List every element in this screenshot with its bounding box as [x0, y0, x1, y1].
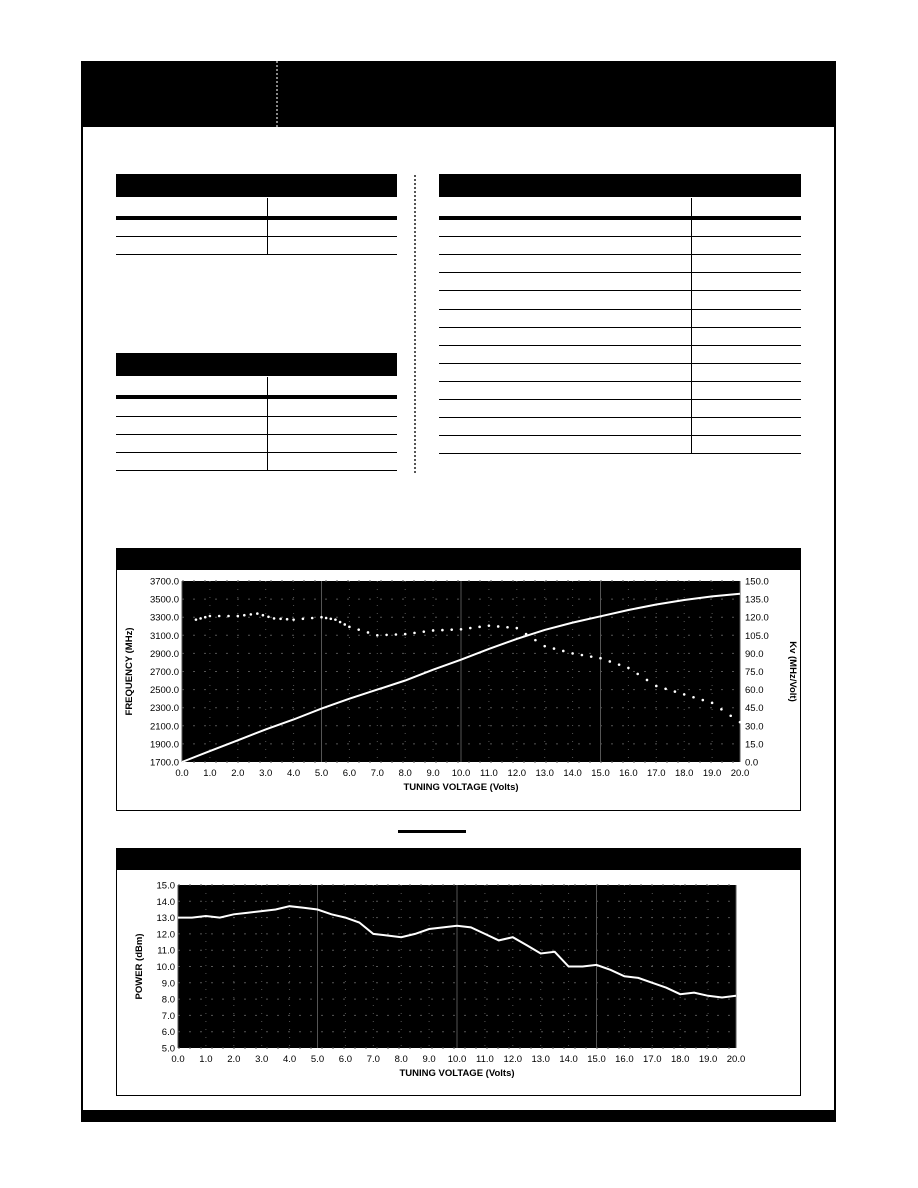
x-tick-label: 16.0 — [615, 1054, 634, 1065]
series-point — [209, 615, 212, 618]
series-point — [516, 627, 519, 630]
series-point — [478, 626, 481, 629]
series-point — [330, 618, 333, 621]
x-axis-label: TUNING VOLTAGE (Volts) — [399, 1068, 515, 1079]
x-tick-label: 12.0 — [503, 1054, 523, 1065]
x-tick-label: 19.0 — [702, 768, 722, 779]
x-tick-label: 20.0 — [726, 1054, 746, 1065]
series-point — [609, 660, 612, 663]
x-tick-label: 15.0 — [591, 768, 610, 779]
left-table-1-row-rule — [116, 236, 397, 237]
series-point — [395, 633, 398, 636]
left-table-2-row-rule — [116, 416, 397, 417]
y-tick-label: 7.0 — [161, 1010, 175, 1022]
series-point — [404, 633, 407, 636]
series-point — [646, 679, 649, 682]
x-tick-label: 13.0 — [531, 1054, 550, 1065]
series-point — [460, 628, 463, 631]
right-table-row-rule — [439, 417, 801, 418]
y-tick-label: 2900.0 — [149, 648, 179, 660]
x-tick-label: 18.0 — [670, 1054, 690, 1065]
y2-tick-label: 150.0 — [745, 576, 769, 588]
series-point — [571, 652, 574, 655]
left-table-2-column-divider — [267, 377, 268, 470]
series-point — [320, 616, 323, 619]
right-table-row-rule — [439, 236, 801, 237]
y-tick-label: 3500.0 — [149, 594, 179, 606]
series-point — [543, 645, 546, 648]
y-tick-label: 5.0 — [161, 1043, 175, 1055]
series-point — [553, 647, 556, 650]
x-tick-label: 11.0 — [476, 1054, 494, 1065]
y2-tick-label: 75.0 — [745, 667, 764, 678]
y-tick-label: 15.0 — [156, 880, 175, 892]
y-tick-label: 2300.0 — [149, 703, 179, 715]
series-point — [237, 615, 240, 618]
x-tick-label: 20.0 — [730, 768, 750, 779]
header-bar — [81, 61, 836, 127]
x-tick-label: 3.0 — [255, 1054, 269, 1065]
y-tick-label: 10.0 — [156, 962, 175, 973]
y-axis-label: FREQUENCY (MHz) — [124, 627, 135, 716]
right-table-thick-rule — [439, 216, 801, 220]
series-point — [599, 657, 602, 660]
y2-axis-label: Kv (MHz/Volt) — [787, 641, 798, 702]
series-point — [711, 702, 714, 705]
series-point — [692, 696, 695, 699]
series-point — [199, 617, 202, 620]
y-tick-label: 3100.0 — [149, 630, 179, 642]
x-tick-label: 0.0 — [175, 768, 189, 779]
x-tick-label: 7.0 — [366, 1054, 380, 1065]
x-axis-label: TUNING VOLTAGE (Volts) — [403, 782, 519, 793]
y-tick-label: 11.0 — [157, 945, 175, 957]
series-point — [432, 629, 435, 632]
left-table-2-header — [116, 353, 397, 376]
series-point — [729, 714, 732, 717]
series-point — [325, 617, 328, 620]
y-tick-label: 9.0 — [161, 978, 175, 990]
x-tick-label: 6.0 — [342, 768, 357, 779]
left-table-1-row-rule — [116, 254, 397, 255]
power-chart — [116, 869, 801, 1096]
series-point — [720, 708, 723, 711]
x-tick-label: 13.0 — [535, 768, 554, 779]
series-point — [506, 626, 509, 629]
series-point — [243, 614, 246, 617]
right-table-row-rule — [439, 363, 801, 364]
y2-tick-label: 60.0 — [745, 685, 764, 697]
left-table-2-thick-rule — [116, 395, 397, 399]
series-point — [664, 687, 667, 690]
series-point — [311, 617, 314, 620]
x-tick-label: 8.0 — [394, 1054, 408, 1065]
series-point — [195, 618, 198, 621]
series-point — [204, 616, 207, 619]
right-table-row-rule — [439, 381, 801, 382]
series-point — [343, 623, 346, 626]
y-tick-label: 1900.0 — [149, 739, 179, 751]
series-point — [273, 617, 276, 620]
x-tick-label: 14.0 — [559, 1054, 578, 1065]
x-tick-label: 1.0 — [203, 768, 217, 779]
y-tick-label: 6.0 — [161, 1027, 175, 1039]
series-point — [367, 631, 370, 634]
left-table-1-header — [116, 174, 397, 197]
series-point — [279, 618, 282, 621]
left-table-2-row-rule — [116, 434, 397, 435]
series-point — [227, 615, 230, 618]
series-point — [590, 655, 593, 658]
series-point — [348, 626, 351, 629]
right-table-row-rule — [439, 327, 801, 328]
x-tick-label: 4.0 — [282, 1054, 297, 1065]
series-point — [497, 625, 500, 628]
right-table-row-rule — [439, 309, 801, 310]
series-point — [562, 650, 565, 653]
frequency-kv-chart — [116, 569, 801, 811]
left-table-1-thick-rule — [116, 216, 397, 220]
series-point — [250, 613, 253, 616]
x-tick-label: 15.0 — [587, 1054, 606, 1065]
y2-tick-label: 15.0 — [745, 739, 764, 751]
y2-tick-label: 135.0 — [745, 594, 769, 606]
x-tick-label: 9.0 — [422, 1054, 436, 1065]
series-point — [618, 663, 621, 666]
series-point — [674, 690, 677, 693]
series-point — [702, 699, 705, 702]
y-tick-label: 2700.0 — [149, 667, 179, 678]
y-tick-label: 2500.0 — [149, 685, 179, 697]
y2-tick-label: 90.0 — [745, 648, 764, 660]
x-tick-label: 14.0 — [563, 768, 582, 779]
y2-tick-label: 105.0 — [745, 630, 769, 642]
series-point — [413, 632, 416, 635]
x-tick-label: 6.0 — [338, 1054, 353, 1065]
y-tick-label: 2100.0 — [149, 721, 179, 733]
series-point — [581, 654, 584, 657]
series-point — [256, 612, 259, 615]
y2-tick-label: 120.0 — [745, 612, 769, 624]
series-point — [534, 639, 537, 642]
x-tick-label: 17.0 — [643, 1054, 662, 1065]
x-tick-label: 4.0 — [286, 768, 301, 779]
y2-tick-label: 45.0 — [745, 703, 764, 715]
series-point — [655, 685, 658, 688]
y-tick-label: 1700.0 — [149, 757, 179, 769]
y-tick-label: 8.0 — [161, 994, 175, 1006]
y-tick-label: 14.0 — [156, 896, 175, 908]
series-point — [488, 624, 491, 627]
x-tick-label: 18.0 — [674, 768, 694, 779]
series-point — [627, 667, 630, 670]
x-tick-label: 2.0 — [231, 768, 245, 779]
series-point — [334, 618, 337, 621]
x-tick-label: 8.0 — [398, 768, 412, 779]
right-table-row-rule — [439, 399, 801, 400]
series-point — [469, 627, 472, 630]
right-table-row-rule — [439, 254, 801, 255]
x-tick-label: 12.0 — [507, 768, 527, 779]
x-tick-label: 5.0 — [314, 768, 329, 779]
series-point — [385, 634, 388, 637]
series-point — [525, 633, 528, 636]
left-table-1-column-divider — [267, 198, 268, 254]
right-table-row-rule — [439, 272, 801, 273]
x-tick-label: 11.0 — [480, 768, 498, 779]
series-point — [683, 693, 686, 696]
x-tick-label: 17.0 — [647, 768, 666, 779]
series-point — [636, 673, 639, 676]
right-table-row-rule — [439, 345, 801, 346]
left-table-2-row-rule — [116, 470, 397, 471]
x-tick-label: 10.0 — [447, 1054, 467, 1065]
y2-tick-label: 30.0 — [745, 721, 764, 733]
x-tick-label: 9.0 — [426, 768, 440, 779]
right-table-row-rule — [439, 453, 801, 454]
series-point — [739, 721, 742, 724]
footer-bar — [81, 1110, 836, 1122]
series-point — [218, 615, 221, 618]
series-point — [292, 618, 295, 621]
x-tick-label: 5.0 — [310, 1054, 325, 1065]
series-point — [339, 621, 342, 624]
header-divider — [276, 61, 278, 127]
x-tick-label: 16.0 — [619, 768, 638, 779]
series-point — [267, 615, 270, 618]
series-point — [262, 614, 265, 617]
chart-2-title-bar — [116, 848, 801, 870]
series-point — [286, 618, 289, 621]
x-tick-label: 0.0 — [171, 1054, 185, 1065]
x-tick-label: 19.0 — [698, 1054, 718, 1065]
x-tick-label: 10.0 — [451, 768, 471, 779]
series-point — [450, 628, 453, 631]
right-table-row-rule — [439, 435, 801, 436]
section-separator — [398, 830, 466, 833]
series-point — [423, 630, 426, 633]
series-point — [302, 618, 305, 621]
column-divider — [414, 175, 416, 473]
y-tick-label: 13.0 — [156, 913, 175, 925]
y-tick-label: 12.0 — [156, 929, 175, 941]
x-tick-label: 7.0 — [370, 768, 384, 779]
y2-tick-label: 0.0 — [745, 757, 759, 769]
right-table-row-rule — [439, 290, 801, 291]
y-tick-label: 3300.0 — [149, 612, 179, 624]
y-axis-label: POWER (dBm) — [134, 933, 145, 1000]
x-tick-label: 2.0 — [227, 1054, 241, 1065]
right-table-column-divider — [691, 198, 692, 453]
x-tick-label: 3.0 — [259, 768, 273, 779]
left-table-2-row-rule — [116, 452, 397, 453]
series-point — [376, 634, 379, 637]
chart-1-title-bar — [116, 548, 801, 570]
right-table-header — [439, 174, 801, 197]
series-point — [441, 629, 444, 632]
series-point — [357, 628, 360, 631]
y-tick-label: 3700.0 — [149, 576, 179, 588]
x-tick-label: 1.0 — [199, 1054, 213, 1065]
